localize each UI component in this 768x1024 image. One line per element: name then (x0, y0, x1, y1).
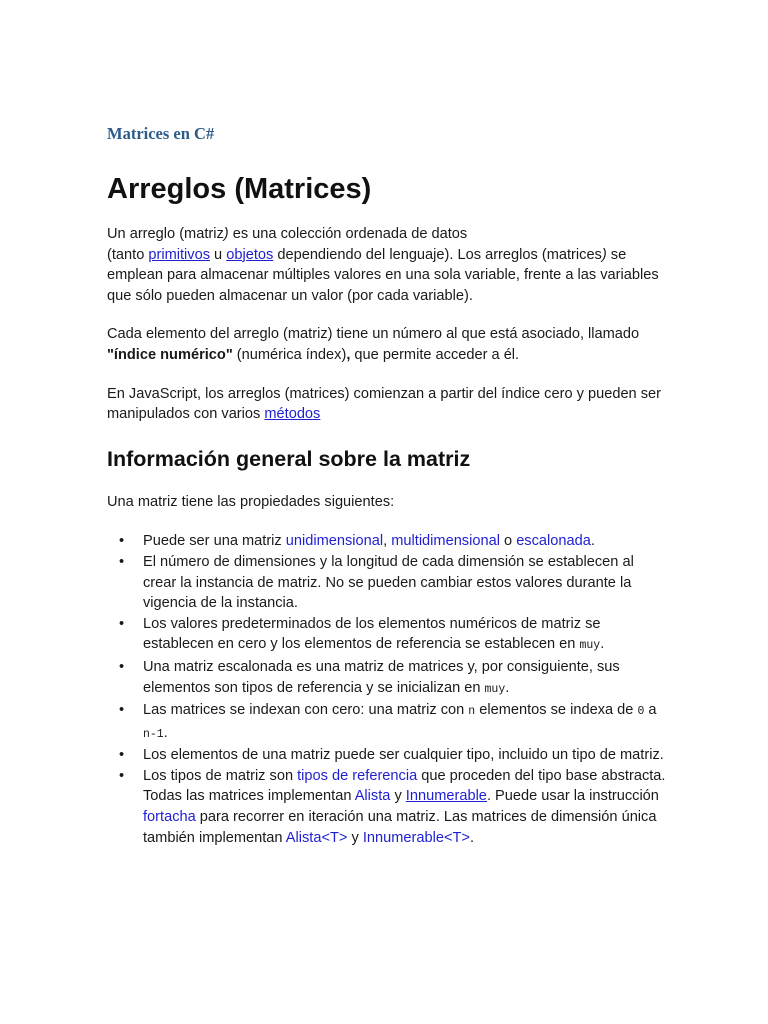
list-intro: Una matriz tiene las propiedades siguientes: (107, 493, 395, 510)
list-item (143, 552, 667, 614)
text-span: Un arreglo (matriz (107, 226, 224, 242)
text-span: En JavaScript, los arreglos (matrices) comienzan a partir del índice cero y pueden ser manipulados con varios (107, 385, 661, 423)
text-span: . (469, 829, 474, 846)
text-span: (numérica índex) (232, 346, 347, 363)
text-span: Los elementos de una matriz puede ser cualquier tipo, incluido un tipo de matriz. (143, 747, 664, 764)
page-title: Arreglos (Matrices) (107, 173, 372, 205)
list-item (143, 614, 667, 657)
document-content (107, 124, 667, 848)
text-span: Una matriz escalonada es una matriz de matrices y, por consiguiente, sus elementos son tipos de referencia y se inicializan en (143, 658, 620, 696)
text-span: Los valores predeterminados de los elementos numéricos de matriz se establecen en cero y los elementos de referencia se establecen en (143, 615, 601, 653)
paragraph-indice (107, 324, 667, 365)
text-span: es una colección ordenada de datos (228, 226, 468, 242)
text-span: Puede ser una matriz (143, 533, 286, 550)
text-span: . (163, 724, 168, 741)
text-span: para recorrer en iteración una matriz. Las matrices de dimensión única también implementan (143, 809, 657, 846)
text-span: Los tipos de matriz son (143, 767, 298, 784)
text-span: . (600, 636, 605, 653)
code-term: muy (579, 639, 601, 653)
link-fortacha[interactable]: fortacha (143, 809, 196, 826)
text-span: . (590, 533, 595, 550)
text-span: El número de dimensiones y la longitud de cada dimensión se establecen al crear la instancia de matriz. No se pueden cambiar estos valores durante la vigencia de la instancia. (143, 553, 634, 612)
link-primitivos[interactable]: primitivos (148, 246, 210, 263)
text-span: ) (223, 226, 229, 242)
code-term: n-1 (143, 727, 164, 741)
text-span: ) (601, 246, 607, 263)
link-alista-generic[interactable]: Alista<T> (285, 829, 348, 846)
bold-term: "índice numérico" (107, 346, 233, 363)
text-span: a (644, 702, 657, 719)
link-innumerable[interactable]: Innumerable (405, 788, 487, 805)
list-item (143, 766, 667, 848)
text-span: dependiendo del lenguaje). Los arreglos (matrices (273, 246, 602, 263)
link-multidimensional[interactable]: multidimensional (391, 533, 500, 550)
text-span: y (390, 788, 406, 805)
link-metodos[interactable]: métodos (264, 406, 321, 423)
list-item (143, 531, 667, 552)
text-span: . (505, 679, 510, 696)
code-term: 0 (637, 705, 645, 719)
link-innumerable-generic[interactable]: Innumerable<T> (362, 829, 470, 846)
text-span: (tanto (107, 246, 149, 263)
code-term: muy (484, 682, 506, 696)
text-span: . Puede usar la instrucción (486, 788, 659, 805)
paragraph-definition (107, 224, 667, 306)
list-item (143, 700, 667, 745)
list-item (143, 745, 667, 766)
text-span: o (499, 533, 517, 550)
link-escalonada[interactable]: escalonada (516, 533, 591, 550)
text-span: u (210, 246, 227, 263)
code-term: n (468, 705, 476, 719)
section-heading: Información general sobre la matriz (107, 446, 471, 471)
text-span: se emplean para almacenar múltiples valores en una sola variable, frente a las variables que sólo pueden almacenar un valor (por cada variable). (107, 246, 659, 304)
section-label: Matrices en C# (107, 124, 215, 143)
link-objetos[interactable]: objetos (226, 246, 274, 263)
text-span: Cada elemento del arreglo (matriz) tiene un número al que está asociado, llamado (107, 326, 640, 343)
paragraph-javascript (107, 384, 667, 425)
text-span: y (347, 829, 363, 846)
text-span: Las matrices se indexan con cero: una matriz con (143, 702, 469, 719)
link-tipos-de-referencia[interactable]: tipos de referencia (297, 767, 418, 784)
link-unidimensional[interactable]: unidimensional (285, 533, 384, 550)
text-span: , (346, 346, 351, 363)
text-span: que permite acceder a él. (350, 346, 520, 363)
text-span: , (383, 533, 392, 550)
properties-list (107, 531, 667, 848)
list-item (143, 657, 667, 700)
text-span: que proceden del tipo base abstracta. Todas las matrices implementan (143, 767, 666, 805)
text-span: elementos se indexa de (475, 702, 638, 719)
link-alista[interactable]: Alista (354, 788, 391, 805)
